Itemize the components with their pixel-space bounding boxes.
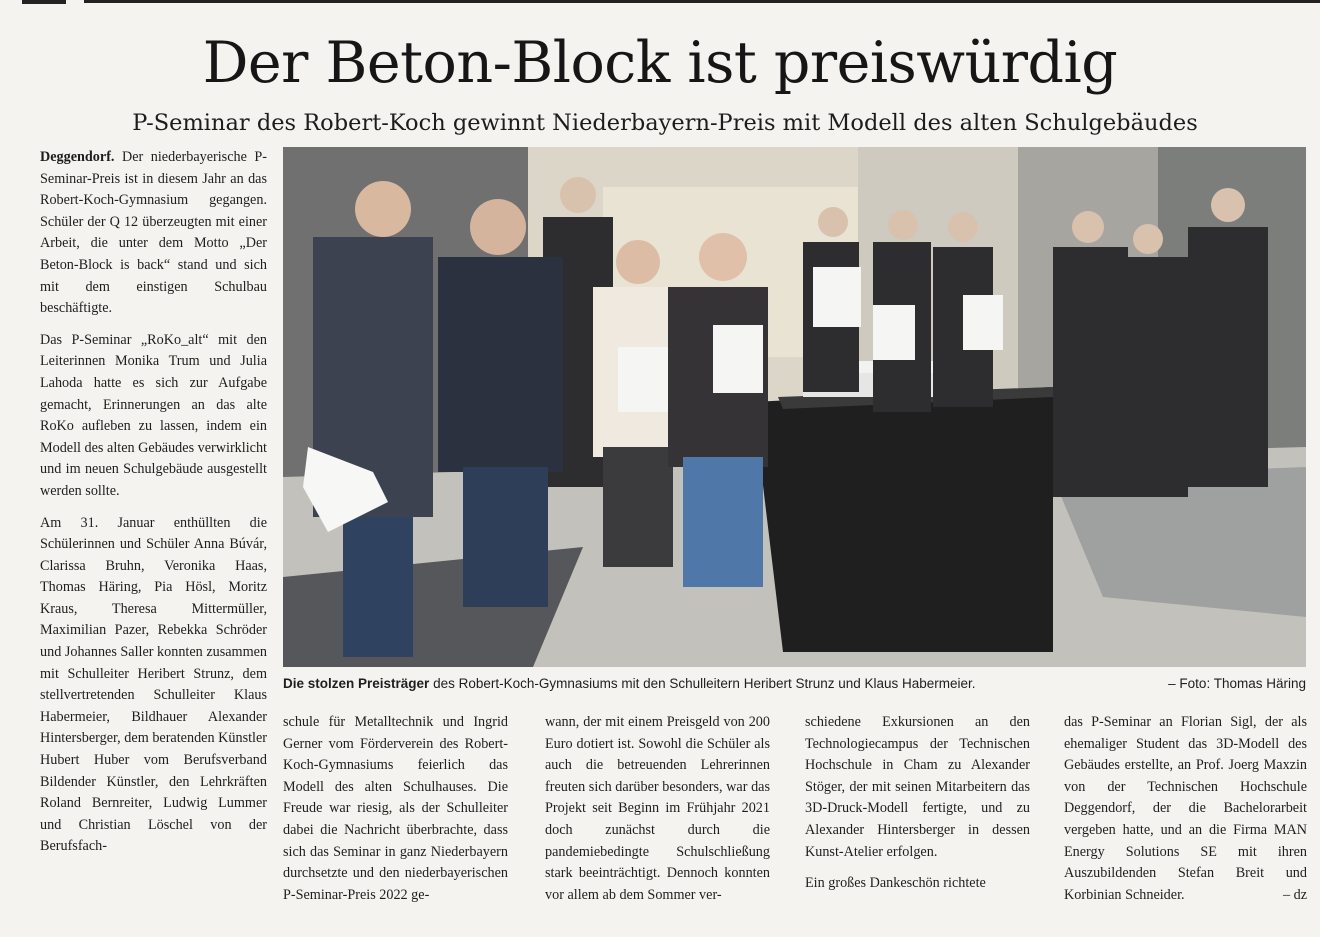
article-column-4 [805, 712, 1030, 895]
column-5-body: das P-Seminar an Florian Sigl, der als ehemaliger Student das 3D-Modell des Gebäudes erstellte, an Prof. Joerg Maxzin von der Technischen Hochschule Deggendorf, der die Bachelorarbeit vergeben hatte, und an die Firma MAN Energy Solutions SE mit ihren Auszubildenden Stefan Breit und Korbinian Schneider. [1064, 714, 1307, 903]
caption-text: des Robert-Koch-Gymnasiums mit den Schulleitern Heribert Strunz und Klaus Habermeier. [429, 676, 976, 691]
paragraph-1-text: Der niederbayerische P-Seminar-Preis ist in diesem Jahr an das Robert-Koch-Gymnasium gegangen. Schüler der Q 12 überzeugten mit einer Arbeit, die unter dem Motto „Der Beton-Block is back“ stand und sich mit dem einstigen Schulbau beschäftigte. [40, 149, 267, 317]
photo-illustration [283, 147, 1306, 667]
article-column-3 [545, 712, 770, 906]
column-4-paragraph-2: Ein großes Dankeschön richtete [805, 875, 986, 892]
photo-credit: – Foto: Thomas Häring [1168, 676, 1306, 691]
paragraph-2: Das P-Seminar „RoKo_alt“ mit den Leiterinnen Monika Trum und Julia Lahoda hatte es sich zur Aufgabe gemacht, Erinnerungen an das alte RoKo aufleben zu lassen, indem ein Modell des alten Gebäudes verwirklicht und im neuen Schulgebäude ausgestellt werden sollte. [40, 331, 267, 499]
dateline: Deggendorf. [40, 149, 115, 165]
top-rule [84, 0, 1320, 3]
photo-caption [283, 675, 1306, 695]
column-2-text: schule für Metalltechnik und Ingrid Gerner vom Förderverein des Robert-Koch-Gymnasiums feierlich das Modell des alten Schulhauses. Die Freude war riesig, als der Schulleiter dabei die Nachricht überbrachte, dass sich das Seminar in ganz Niederbayern durchsetzte und den niederbayerischen P-Seminar-Preis 2022 ge- [283, 714, 508, 903]
column-4-paragraph-1: schiedene Exkursionen an den Technologiecampus der Technischen Hochschule in Cham zu Alexander Stöger, der mit seinen Mitarbeitern das 3D-Druck-Modell fertigte, und zu Alexander Hintersberger in dessen Kunst-Atelier erfolgen. [805, 714, 1030, 860]
column-3-text: wann, der mit einem Preisgeld von 200 Euro dotiert ist. Sowohl die Schüler als auch die betreuenden Lehrerinnen freuten sich darüber besonders, war das Projekt seit Beginn im Frühjahr 2021 doch zunächst durch die pandemiebedingte Schulschließung stark beeinträchtigt. Dennoch konnten vor allem ab dem Sommer ver- [545, 714, 770, 903]
author-signoff: – dz [1282, 886, 1307, 903]
caption-lead: Die stolzen Preisträger [283, 676, 430, 691]
paragraph-3: Am 31. Januar enthüllten die Schülerinnen und Schüler Anna Búvár, Clarissa Bruhn, Veronika Haas, Thomas Häring, Pia Hösl, Moritz Kraus, Theresa Mittermüller, Maximilian Pazer, Rebekka Schröder und Johannes Saller konnten zusammen mit Schulleiter Heribert Strunz, dem stellvertretenden Schulleiter Klaus Habermeier, Bildhauer Alexander Hintersberger, dem beratenden Künstler Hubert Huber vom Berufsverband Bildender Künstler, den Lehrkräften Roland Bernreiter, Ludwig Lummer und Christian Löschel von der Berufsfach- [40, 514, 267, 855]
photo-group-award [283, 147, 1306, 667]
article-column-1 [40, 147, 267, 858]
column-5-text [1064, 712, 1307, 906]
headline: Der Beton-Block ist preiswürdig [202, 30, 1118, 96]
article-column-5 [1064, 712, 1307, 906]
article-column-2 [283, 712, 508, 906]
paragraph-1 [40, 147, 267, 320]
top-rule-block [22, 0, 66, 4]
subheadline: P-Seminar des Robert-Koch gewinnt Niederbayern-Preis mit Modell des alten Schulgebäudes [132, 110, 1198, 136]
